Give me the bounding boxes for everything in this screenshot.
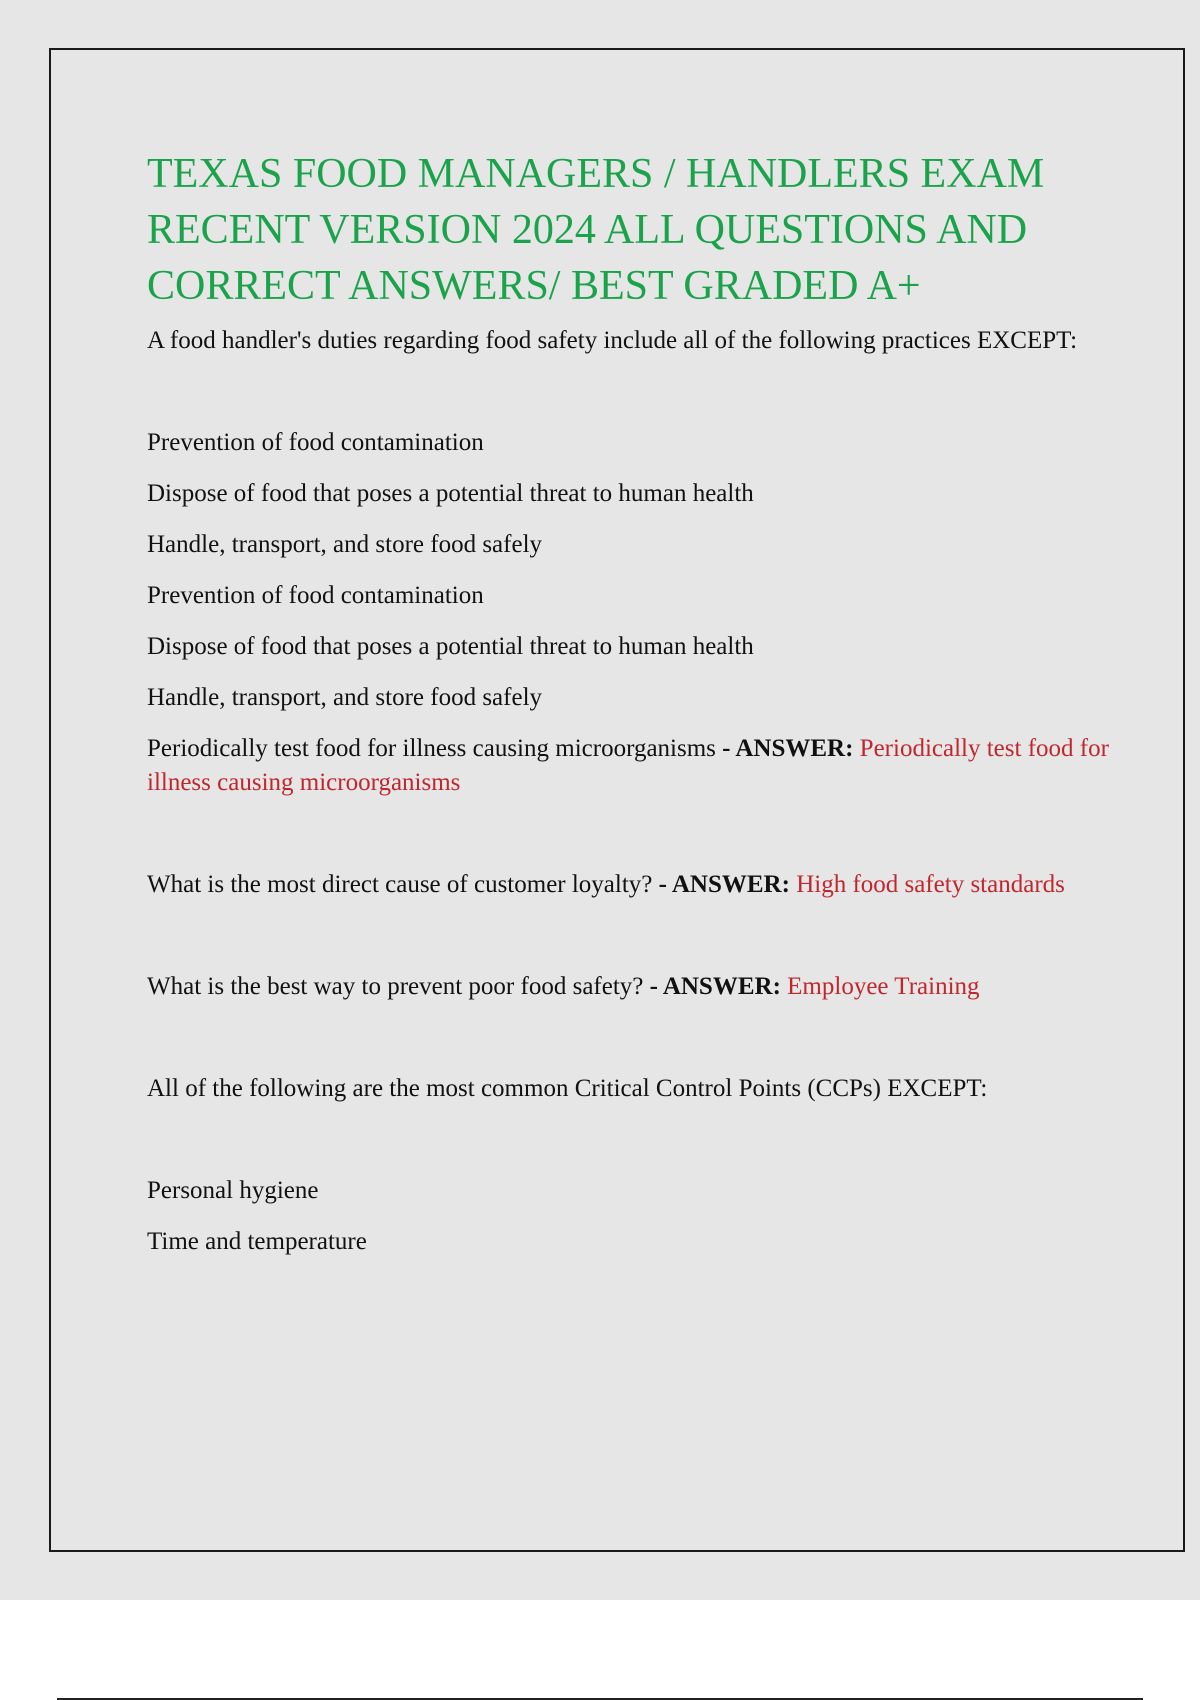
q1-answer-line (147, 732, 1147, 800)
spacer (147, 358, 1147, 426)
spacer (147, 1004, 1147, 1072)
q1-option-1: Prevention of food contamination (147, 429, 484, 456)
q1-option-3: Handle, transport, and store food safely (147, 531, 543, 558)
q1-last-option: Periodically test food for illness causing microorganisms (147, 735, 716, 762)
answer-separator: - (715, 735, 736, 762)
answer-label: ANSWER: (735, 735, 854, 762)
question-3: What is the best way to prevent poor food safety? (147, 973, 644, 1000)
document-content (147, 146, 1147, 1276)
answer-label: ANSWER: (662, 973, 781, 1000)
q1-option-5: Dispose of food that poses a potential threat to human health (147, 633, 754, 660)
spacer (147, 902, 1147, 970)
spacer (147, 800, 1147, 868)
q4-option-1: Personal hygiene (147, 1177, 319, 1204)
q3-answer-line (147, 970, 1147, 1004)
q3-answer: Employee Training (787, 973, 980, 1000)
question-1: A food handler's duties regarding food safety include all of the following practices EXCEPT: (147, 327, 1078, 354)
answer-label: ANSWER: (671, 871, 790, 898)
q2-answer-line (147, 868, 1147, 902)
document-title: TEXAS FOOD MANAGERS / HANDLERS EXAM RECENT VERSION 2024 ALL QUESTIONS AND CORRECT ANSWERS/ BEST GRADED A+ (147, 151, 1045, 309)
q1-option-4: Prevention of food contamination (147, 582, 484, 609)
page-border (49, 48, 1185, 1552)
q1-option-6: Handle, transport, and store food safely (147, 684, 543, 711)
answer-separator: - (652, 871, 672, 898)
answer-separator: - (643, 973, 663, 1000)
question-4: All of the following are the most common Critical Control Points (CCPs) EXCEPT: (147, 1075, 988, 1102)
spacer (147, 1106, 1147, 1174)
q1-answer: Periodically test food for illness causing microorganisms (147, 735, 1109, 796)
question-2: What is the most direct cause of customer loyalty? (147, 871, 653, 898)
q1-option-2: Dispose of food that poses a potential threat to human health (147, 480, 754, 507)
q4-option-2: Time and temperature (147, 1228, 367, 1255)
q2-answer: High food safety standards (796, 871, 1065, 898)
